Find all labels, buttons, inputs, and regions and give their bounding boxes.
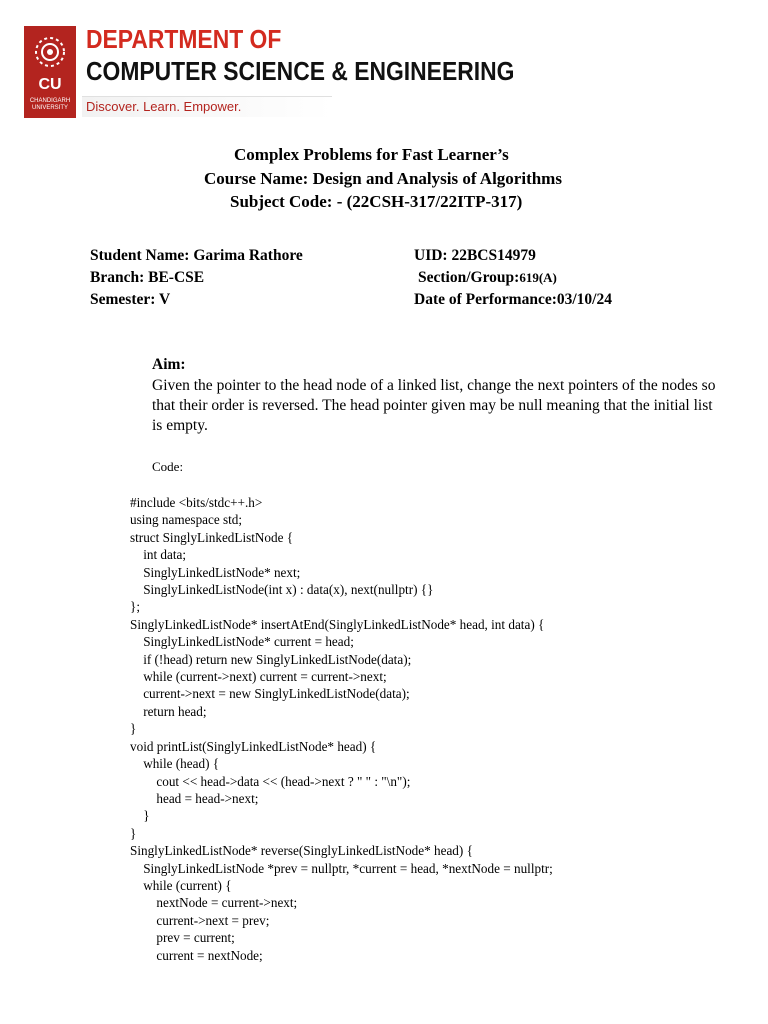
- aim-text: Given the pointer to the head node of a linked list, change the next pointers of the nodes so that their order is reversed. The head pointer given may be null meaning that the initial list is empty.: [152, 377, 716, 434]
- logo-subtext: CHANDIGARH UNIVERSITY: [29, 98, 71, 111]
- uid: UID: 22BCS14979: [414, 247, 536, 264]
- section-value: 619(A): [519, 270, 557, 285]
- document-title: Complex Problems for Fast Learner’s: [234, 145, 509, 164]
- code-line: SinglyLinkedListNode* next;: [130, 564, 301, 580]
- code-line: current->next = prev;: [130, 912, 270, 928]
- code-line: while (head) {: [130, 756, 220, 772]
- logo-text: CU: [38, 76, 62, 93]
- university-logo: [24, 26, 76, 118]
- student-name: Student Name: Garima Rathore: [90, 247, 303, 264]
- code-line: SinglyLinkedListNode* insertAtEnd(SinglyLinkedListNode* head, int data) {: [130, 616, 545, 632]
- cu-emblem-icon: [30, 32, 70, 72]
- course-name: Course Name: Design and Analysis of Algorithms: [204, 169, 562, 188]
- code-line: nextNode = current->next;: [130, 895, 298, 911]
- code-line: prev = current;: [130, 930, 235, 946]
- code-line: cout << head->data << (head->next ? " " : "\n");: [130, 773, 411, 789]
- code-line: #include <bits/stdc++.h>: [130, 495, 263, 510]
- department-title-line1: DEPARTMENT OF: [86, 24, 282, 54]
- section-label: Section/Group:: [418, 269, 520, 286]
- branch: Branch: BE-CSE: [90, 269, 205, 286]
- section-group: [418, 269, 557, 287]
- code-line: while (current->next) current = current->next;: [130, 669, 387, 685]
- code-label: Code:: [152, 459, 184, 474]
- tagline: Discover. Learn. Empower.: [86, 99, 242, 114]
- code-line: SinglyLinkedListNode(int x) : data(x), next(nullptr) {}: [130, 582, 434, 598]
- code-line: int data;: [130, 547, 187, 563]
- code-block: [130, 494, 553, 964]
- code-line: SinglyLinkedListNode* reverse(SinglyLinkedListNode* head) {: [130, 843, 473, 859]
- code-line: };: [130, 599, 140, 615]
- code-line: }: [130, 808, 150, 824]
- aim-label: Aim:: [152, 356, 186, 373]
- code-line: return head;: [130, 703, 207, 719]
- subject-code: Subject Code: - (22CSH-317/22ITP-317): [230, 192, 523, 211]
- code-line: head = head->next;: [130, 790, 259, 806]
- department-title-line2: COMPUTER SCIENCE & ENGINEERING: [86, 56, 515, 86]
- code-line: SinglyLinkedListNode *prev = nullptr, *current = head, *nextNode = nullptr;: [130, 860, 553, 876]
- code-line: }: [130, 721, 137, 737]
- code-line: }: [130, 825, 137, 841]
- code-line: current->next = new SinglyLinkedListNode(data);: [130, 686, 410, 702]
- code-line: void printList(SinglyLinkedListNode* head) {: [130, 738, 377, 754]
- code-line: SinglyLinkedListNode* current = head;: [130, 634, 354, 650]
- semester: Semester: V: [90, 291, 171, 308]
- code-line: using namespace std;: [130, 512, 243, 528]
- code-line: if (!head) return new SinglyLinkedListNode(data);: [130, 651, 412, 667]
- code-line: struct SinglyLinkedListNode {: [130, 529, 294, 545]
- code-line: while (current) {: [130, 877, 232, 893]
- department-header: [24, 24, 515, 124]
- code-line: current = nextNode;: [130, 947, 263, 963]
- date-of-performance: Date of Performance:03/10/24: [414, 291, 612, 308]
